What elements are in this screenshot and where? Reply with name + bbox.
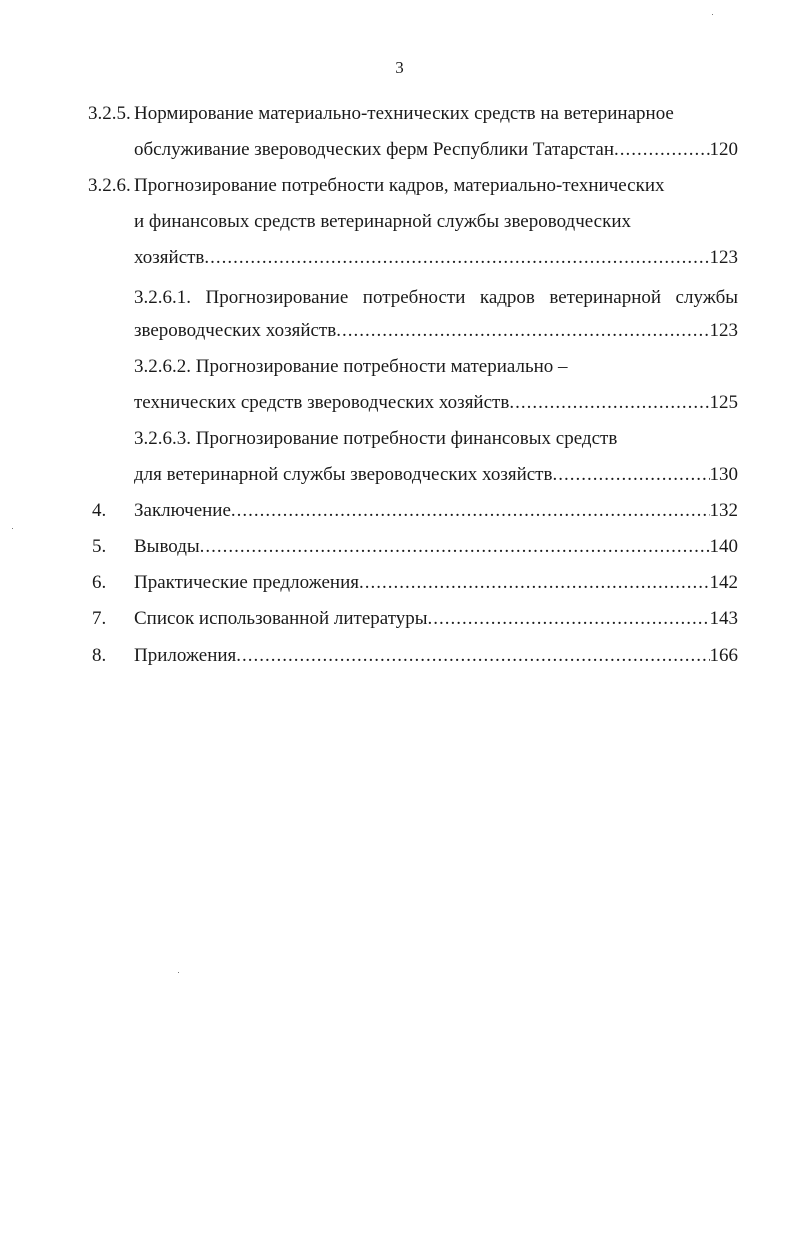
toc-entry-7 <box>134 607 738 631</box>
toc-entry-6-number: 6. <box>92 572 107 593</box>
toc-entry-8-page: 166 <box>709 645 738 666</box>
page-number: 3 <box>395 58 404 77</box>
dot-leader <box>552 463 709 487</box>
toc-entry-3-2-6-2-line-2 <box>134 391 738 415</box>
dot-leader <box>359 571 710 595</box>
toc-entry-8-title: Приложения <box>134 645 237 666</box>
toc-entry-3-2-6-number: 3.2.6. <box>88 175 131 196</box>
toc-entry-3-2-6-line-1: Прогнозирование потребности кадров, материально-технических <box>134 175 665 196</box>
toc-entry-3-2-6-2-page: 125 <box>709 392 738 413</box>
toc-entry-7-number: 7. <box>92 608 107 629</box>
toc-entry-3-2-6-2-title-end: технических средств звероводческих хозяйств <box>134 392 510 413</box>
dot-leader <box>231 499 710 523</box>
scan-speck <box>712 14 713 15</box>
toc-entry-3-2-6-3-title-end: для ветеринарной службы звероводческих хозяйств <box>134 464 553 485</box>
toc-entry-3-2-5-line-2 <box>134 138 738 162</box>
dot-leader <box>614 138 709 162</box>
toc-entry-3-2-5-line-1: Нормирование материально-технических средств на ветеринарное <box>134 103 674 124</box>
toc-entry-3-2-5-number: 3.2.5. <box>88 103 131 124</box>
toc-entry-5-number: 5. <box>92 536 107 557</box>
dot-leader <box>336 319 709 343</box>
toc-entry-7-page: 143 <box>709 608 738 629</box>
toc-entry-4-page: 132 <box>709 500 738 521</box>
toc-entry-3-2-6-1-line-1: 3.2.6.1. Прогнозирование потребности кадров ветеринарной службы <box>134 287 738 308</box>
toc-entry-6-title: Практические предложения <box>134 572 359 593</box>
dot-leader <box>200 535 710 559</box>
toc-entry-3-2-6-3-line-1: 3.2.6.3. Прогнозирование потребности финансовых средств <box>134 428 618 449</box>
scan-speck <box>12 528 13 529</box>
dot-leader <box>428 607 710 631</box>
toc-entry-3-2-6-line-2: и финансовых средств ветеринарной службы звероводческих <box>134 211 631 232</box>
dot-leader <box>204 246 709 270</box>
toc-entry-3-2-5-page: 120 <box>709 139 738 160</box>
scan-speck <box>178 972 179 973</box>
toc-entry-3-2-6-3-line-2 <box>134 463 738 487</box>
toc-entry-3-2-6-1-title-end: звероводческих хозяйств <box>134 320 337 341</box>
toc-entry-3-2-6-1-page: 123 <box>709 320 738 341</box>
toc-entry-3-2-6-line-3 <box>134 246 738 270</box>
toc-entry-4-title: Заключение <box>134 500 231 521</box>
toc-entry-6-page: 142 <box>709 572 738 593</box>
toc-entry-3-2-6-title-end: хозяйств <box>134 247 205 268</box>
toc-entry-5 <box>134 535 738 559</box>
dot-leader <box>509 391 709 415</box>
toc-entry-7-title: Список использованной литературы <box>134 608 428 629</box>
toc-entry-3-2-6-page: 123 <box>709 247 738 268</box>
toc-entry-3-2-6-3-page: 130 <box>709 464 738 485</box>
toc-entry-4-number: 4. <box>92 500 107 521</box>
toc-entry-5-title: Выводы <box>134 536 200 557</box>
toc-entry-3-2-6-1-line-2 <box>134 319 738 343</box>
toc-entry-8 <box>134 644 738 668</box>
toc-entry-3-2-6-2-line-1: 3.2.6.2. Прогнозирование потребности материально – <box>134 356 568 377</box>
toc-entry-5-page: 140 <box>709 536 738 557</box>
toc-entry-8-number: 8. <box>92 645 107 666</box>
toc-entry-4 <box>134 499 738 523</box>
dot-leader <box>236 644 709 668</box>
toc-entry-3-2-5-title-end: обслуживание звероводческих ферм Республики Татарстан <box>134 139 615 160</box>
toc-entry-6 <box>134 571 738 595</box>
